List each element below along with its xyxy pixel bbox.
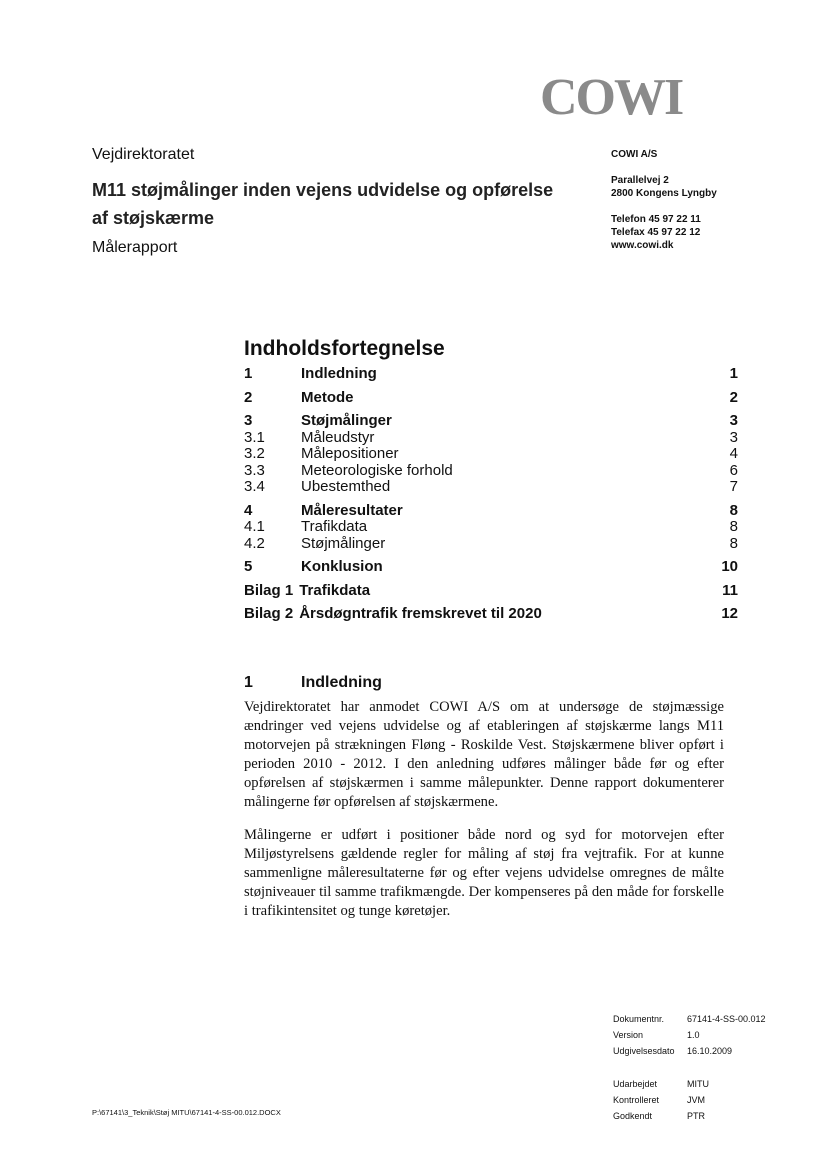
- toc-entry-title: Konklusion: [301, 558, 383, 575]
- toc-entry-page: 7: [729, 478, 738, 495]
- toc-entry[interactable]: [244, 446, 738, 463]
- toc-entry[interactable]: [244, 413, 738, 430]
- checked-value: JVM: [687, 1095, 705, 1105]
- toc-entry[interactable]: [244, 559, 738, 576]
- contact-city: 2800 Kongens Lyngby: [611, 188, 717, 199]
- prepared-value: MITU: [687, 1079, 709, 1089]
- toc-entry-page: 4: [729, 445, 738, 462]
- doc-number-label: Dokumentnr.: [613, 1014, 665, 1024]
- toc-entry-title: Årsdøgntrafik fremskrevet til 2020: [299, 605, 542, 622]
- toc-entry-title: Trafikdata: [299, 581, 371, 599]
- toc-entry-title: Måleudstyr: [301, 428, 375, 446]
- toc-entry-page: 3: [729, 428, 738, 446]
- version-value: 1.0: [687, 1030, 700, 1040]
- toc-entry[interactable]: [244, 503, 738, 520]
- toc-entry-page: 3: [729, 412, 738, 429]
- toc-entry[interactable]: [244, 606, 738, 623]
- toc-entry-page: 11: [722, 581, 738, 599]
- toc-entry-number: Bilag 2: [244, 605, 294, 622]
- approved-label: Godkendt: [613, 1111, 653, 1121]
- checked-label: Kontrolleret: [613, 1095, 660, 1105]
- toc-entry-number: 3: [244, 412, 253, 429]
- toc-entry[interactable]: [244, 519, 738, 536]
- contact-street: Parallelvej 2: [611, 175, 669, 186]
- toc-entry-title: Meteorologiske forhold: [301, 461, 453, 479]
- toc-entry[interactable]: [244, 366, 738, 383]
- contact-company: COWI A/S: [611, 149, 658, 160]
- toc-entry[interactable]: [244, 463, 738, 480]
- toc-entry-number: 2: [244, 388, 253, 406]
- toc-entry-title: Indledning: [301, 365, 377, 382]
- toc-entry[interactable]: [244, 583, 738, 600]
- toc-entry-title: Støjmålinger: [301, 534, 386, 552]
- toc-entry-number: 3.2: [244, 445, 265, 462]
- toc-entry-title: Ubestemthed: [301, 478, 391, 495]
- paragraph: Målingerne er udført i positioner både nord og syd for motorvejen efter Miljøstyrelsens gældende regler for måling af støj fra vejtrafik. For at kunne sammenligne måleresultaterne før og efter vejens udvidelse omregnes de målte støjniveauer til samme trafikmængde. Der kompenseres på den måde for forskelle i trafikintensitet og tunge køretøjer.: [244, 827, 724, 919]
- paragraph: Vejdirektoratet har anmodet COWI A/S om at undersøge de støjmæssige ændringer ved vejens udvidelse og af etableringen af støjskærme langs M11 motorvejen på strækningen Fløng - Roskilde Vest. Støjskærmene bliver opført i perioden 2010 - 2012. I den anledning udføres målinger både før og efter opførelsen af støjskærmen i samme målepunkter. Denne rapport dokumenterer målingerne før opførelsen af støjskærmene.: [244, 699, 724, 810]
- toc-entry-number: 4: [244, 501, 253, 519]
- file-path: P:\67141\3_Teknik\Støj MITU\67141-4-SS-00.012.DOCX: [92, 1108, 281, 1117]
- toc-entry-number: 3.1: [244, 428, 265, 446]
- approval-metadata: [613, 1076, 709, 1124]
- table-of-contents: [244, 366, 738, 623]
- toc-entry-page: 10: [721, 558, 738, 575]
- toc-entry-number: Bilag 1: [244, 581, 294, 599]
- toc-entry-page: 1: [729, 365, 738, 382]
- toc-entry-title: Metode: [301, 388, 354, 406]
- document-metadata: [613, 1011, 766, 1059]
- approved-value: PTR: [687, 1111, 705, 1121]
- report-title: M11 støjmålinger inden vejens udvidelse og opførelse af støjskærme: [92, 180, 554, 228]
- contact-phone: Telefon 45 97 22 11: [611, 214, 701, 225]
- toc-entry-number: 5: [244, 558, 253, 575]
- section-title: Indledning: [301, 674, 382, 691]
- cowi-logo: COWI: [540, 69, 683, 126]
- toc-entry[interactable]: [244, 536, 738, 553]
- toc-entry-title: Målepositioner: [301, 445, 399, 462]
- prepared-label: Udarbejdet: [613, 1079, 658, 1089]
- toc-entry[interactable]: [244, 430, 738, 447]
- toc-entry-number: 4.2: [244, 534, 265, 552]
- section-heading: [244, 674, 382, 692]
- toc-entry-page: 8: [729, 501, 738, 519]
- report-subtitle: Målerapport: [92, 239, 178, 256]
- toc-entry-page: 2: [729, 388, 738, 406]
- toc-heading: Indholdsfortegnelse: [244, 337, 445, 360]
- toc-entry-page: 8: [729, 534, 738, 552]
- toc-entry-number: 4.1: [244, 518, 265, 535]
- doc-number-value: 67141-4-SS-00.012: [687, 1014, 766, 1024]
- toc-entry-title: Trafikdata: [301, 518, 368, 535]
- toc-entry-page: 6: [729, 461, 738, 479]
- contact-block: [611, 148, 717, 252]
- toc-entry-title: Måleresultater: [301, 501, 403, 519]
- client-name: Vejdirektoratet: [92, 146, 195, 163]
- contact-web[interactable]: www.cowi.dk: [611, 240, 674, 251]
- contact-fax: Telefax 45 97 22 12: [611, 227, 701, 238]
- toc-entry-number: 1: [244, 365, 253, 382]
- date-value: 16.10.2009: [687, 1046, 733, 1056]
- version-label: Version: [613, 1030, 644, 1040]
- toc-entry[interactable]: [244, 390, 738, 407]
- toc-entry-page: 8: [729, 518, 738, 535]
- toc-entry-number: 3.3: [244, 461, 265, 479]
- section-number: 1: [244, 674, 253, 691]
- toc-entry[interactable]: [244, 479, 738, 496]
- toc-entry-title: Støjmålinger: [301, 412, 392, 429]
- date-label: Udgivelsesdato: [613, 1046, 675, 1056]
- toc-entry-number: 3.4: [244, 478, 265, 495]
- toc-entry-page: 12: [721, 605, 738, 622]
